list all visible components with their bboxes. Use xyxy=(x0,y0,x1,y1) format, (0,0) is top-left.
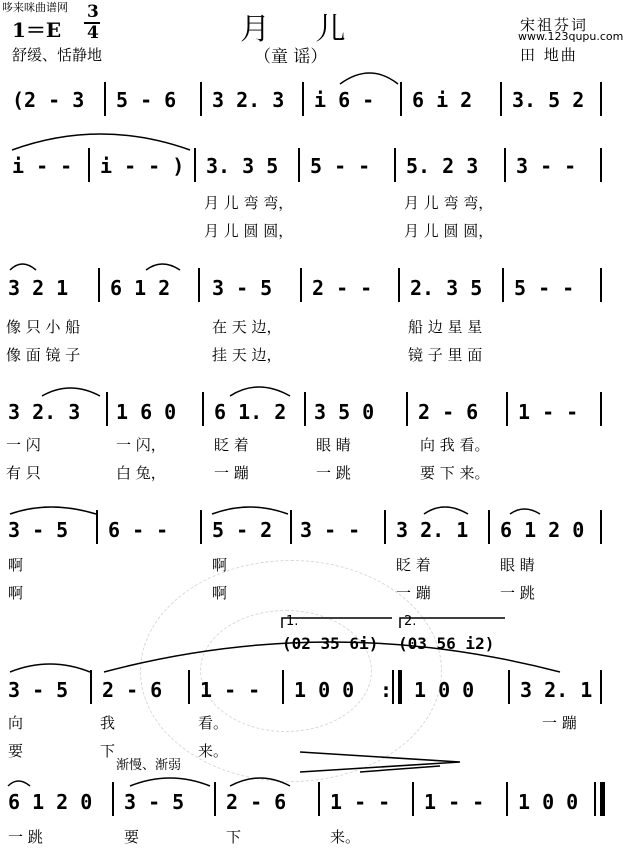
lyric-3b-3: 挂 天 边， xyxy=(212,346,282,364)
measure-6-1: 3 - 5 xyxy=(8,678,69,702)
lyric-6a-2: 我 xyxy=(100,714,116,732)
hairpin xyxy=(300,752,460,772)
measure-6-5: 1 0 0 xyxy=(414,678,475,702)
lyric-3a-5: 船 边 星 星 xyxy=(408,318,483,336)
measure-3-5: 2. 3 5 xyxy=(410,276,483,300)
ending-1-figure: (02 35 6i) xyxy=(282,634,379,653)
measure-1-1: (2 - 3 xyxy=(12,88,85,112)
lyric-4a-1: 一 闪 xyxy=(6,436,41,454)
measure-4-3: 6 1. 2 xyxy=(214,400,287,424)
measure-1-2: 5 - 6 xyxy=(116,88,177,112)
measure-7-5: 1 - - xyxy=(424,790,485,814)
measure-2-3: 3. 3 5 xyxy=(206,154,279,178)
lyric-5a-5: 眨 着 xyxy=(396,556,431,574)
lyric-5b-6: 一 跳 xyxy=(500,584,535,602)
slur xyxy=(42,388,100,396)
lyric-4b-2: 白 兔， xyxy=(116,464,166,482)
time-signature-top: 3 xyxy=(87,2,99,22)
slur xyxy=(510,509,540,514)
measure-5-1: 3 - 5 xyxy=(8,518,69,542)
song-subtitle: （童 谣） xyxy=(254,47,328,67)
measure-4-5: 2 - 6 xyxy=(418,400,479,424)
tempo-marking: 舒缓、恬静地 xyxy=(12,46,103,64)
measure-3-4: 2 - - xyxy=(312,276,373,300)
repeat-dots: : xyxy=(380,678,393,702)
measure-1-5: 6 i 2 xyxy=(412,88,473,112)
measure-2-4: 5 - - xyxy=(310,154,371,178)
measure-5-2: 6 - - xyxy=(108,518,169,542)
lyric-6a-6: 一 蹦 xyxy=(542,714,577,732)
measure-3-1: 3 2 1 xyxy=(8,276,69,300)
measure-5-6: 6 1 2 0 xyxy=(500,518,585,542)
measure-1-6: 3. 5 2 xyxy=(512,88,585,112)
slur xyxy=(424,507,468,514)
ending-1-label: 1. xyxy=(286,614,299,629)
measure-5-3: 5 - 2 xyxy=(212,518,273,542)
measure-4-1: 3 2. 3 xyxy=(8,400,81,424)
lyric-4a-2: 一 闪， xyxy=(116,436,166,454)
slur xyxy=(230,778,290,786)
measure-7-1: 6 1 2 0 xyxy=(8,790,93,814)
measure-2-6: 3 - - xyxy=(516,154,577,178)
measure-6-3: 1 - - xyxy=(200,678,261,702)
key-signature: 1＝E xyxy=(12,18,62,42)
lyric-7-1: 一 跳 xyxy=(8,828,43,846)
measure-4-6: 1 - - xyxy=(518,400,579,424)
lyric-4b-5: 要 下 来。 xyxy=(420,464,490,482)
lyric-4b-1: 有 只 xyxy=(6,464,41,482)
lyric-6a-1: 向 xyxy=(8,714,24,732)
lyric-5a-6: 眼 睛 xyxy=(500,556,535,574)
lyricist-credit: 宋祖芬词 xyxy=(520,16,589,34)
lyric-5a-1: 啊 xyxy=(8,556,24,574)
lyric-2a-3: 月 儿 弯 弯， xyxy=(204,194,294,212)
measure-5-4: 3 - - xyxy=(300,518,361,542)
measure-7-6: 1 0 0 xyxy=(518,790,579,814)
lyric-6b-3: 来。 xyxy=(198,742,229,760)
slur xyxy=(8,781,30,786)
lyric-4a-4: 眼 睛 xyxy=(316,436,351,454)
lyric-7-3: 下 xyxy=(226,828,242,846)
composer-credit: 田 地曲 xyxy=(520,46,578,64)
measure-4-2: 1 6 0 xyxy=(116,400,177,424)
lyric-4a-3: 眨 着 xyxy=(214,436,249,454)
watermark-url: www.123qupu.com xyxy=(518,30,623,43)
dynamics-marking: 渐慢、渐弱 xyxy=(116,758,182,773)
lyric-2b-5: 月 儿 圆 圆， xyxy=(404,222,494,240)
slur xyxy=(230,387,290,396)
lyric-2b-3: 月 儿 圆 圆， xyxy=(204,222,294,240)
slur xyxy=(212,507,288,514)
slur xyxy=(10,664,90,672)
measure-1-4: i 6 - xyxy=(314,88,375,112)
lyric-3a-1: 像 只 小 船 xyxy=(6,318,81,336)
measure-3-6: 5 - - xyxy=(514,276,575,300)
measure-2-2: i - - ) xyxy=(100,154,185,178)
measure-6-6: 3 2. 1 xyxy=(520,678,593,702)
lyric-7-2: 要 xyxy=(124,828,140,846)
measure-7-2: 3 - 5 xyxy=(124,790,185,814)
measure-7-4: 1 - - xyxy=(330,790,391,814)
lyric-5b-1: 啊 xyxy=(8,584,24,602)
measure-1-3: 3 2. 3 xyxy=(212,88,285,112)
measure-5-5: 3 2. 1 xyxy=(396,518,469,542)
measure-2-5: 5. 2 3 xyxy=(406,154,479,178)
lyric-6b-1: 要 xyxy=(8,742,24,760)
measure-6-4: 1 0 0 xyxy=(294,678,355,702)
volta-bracket xyxy=(282,618,392,628)
lyric-5b-3: 啊 xyxy=(212,584,228,602)
measure-7-3: 2 - 6 xyxy=(226,790,287,814)
measure-4-4: 3 5 0 xyxy=(314,400,375,424)
volta-bracket xyxy=(400,618,505,628)
measure-2-1: i - - xyxy=(12,154,73,178)
lyric-4a-5: 向 我 看。 xyxy=(420,436,490,454)
lyric-7-4: 来。 xyxy=(330,828,361,846)
lyric-6b-2: 下 xyxy=(100,742,116,760)
slur xyxy=(12,134,190,150)
song-title: 月 儿 xyxy=(240,12,364,47)
lyric-5a-3: 啊 xyxy=(212,556,228,574)
slur xyxy=(104,642,560,672)
lyric-2a-5: 月 儿 弯 弯， xyxy=(404,194,494,212)
slur xyxy=(10,264,36,270)
lyric-3b-5: 镜 子 里 面 xyxy=(408,346,483,364)
slur xyxy=(146,264,180,270)
lyric-3a-3: 在 天 边， xyxy=(212,318,282,336)
lyric-4b-4: 一 跳 xyxy=(316,464,351,482)
measure-3-3: 3 - 5 xyxy=(212,276,273,300)
lyric-4b-3: 一 蹦 xyxy=(214,464,249,482)
ending-2-label: 2. xyxy=(404,614,417,629)
slur xyxy=(340,73,398,84)
lyric-5b-5: 一 蹦 xyxy=(396,584,431,602)
slur xyxy=(130,778,210,786)
measure-3-2: 6 1 2 xyxy=(110,276,171,300)
slur xyxy=(10,507,96,514)
measure-6-2: 2 - 6 xyxy=(102,678,163,702)
lyric-6a-3: 看。 xyxy=(198,714,229,732)
ending-2-figure: (03 56 i2) xyxy=(398,634,495,653)
time-signature-bottom: 4 xyxy=(87,23,99,43)
watermark-site: 哆来咪曲谱网 xyxy=(2,1,68,14)
lyric-3b-1: 像 面 镜 子 xyxy=(6,346,81,364)
